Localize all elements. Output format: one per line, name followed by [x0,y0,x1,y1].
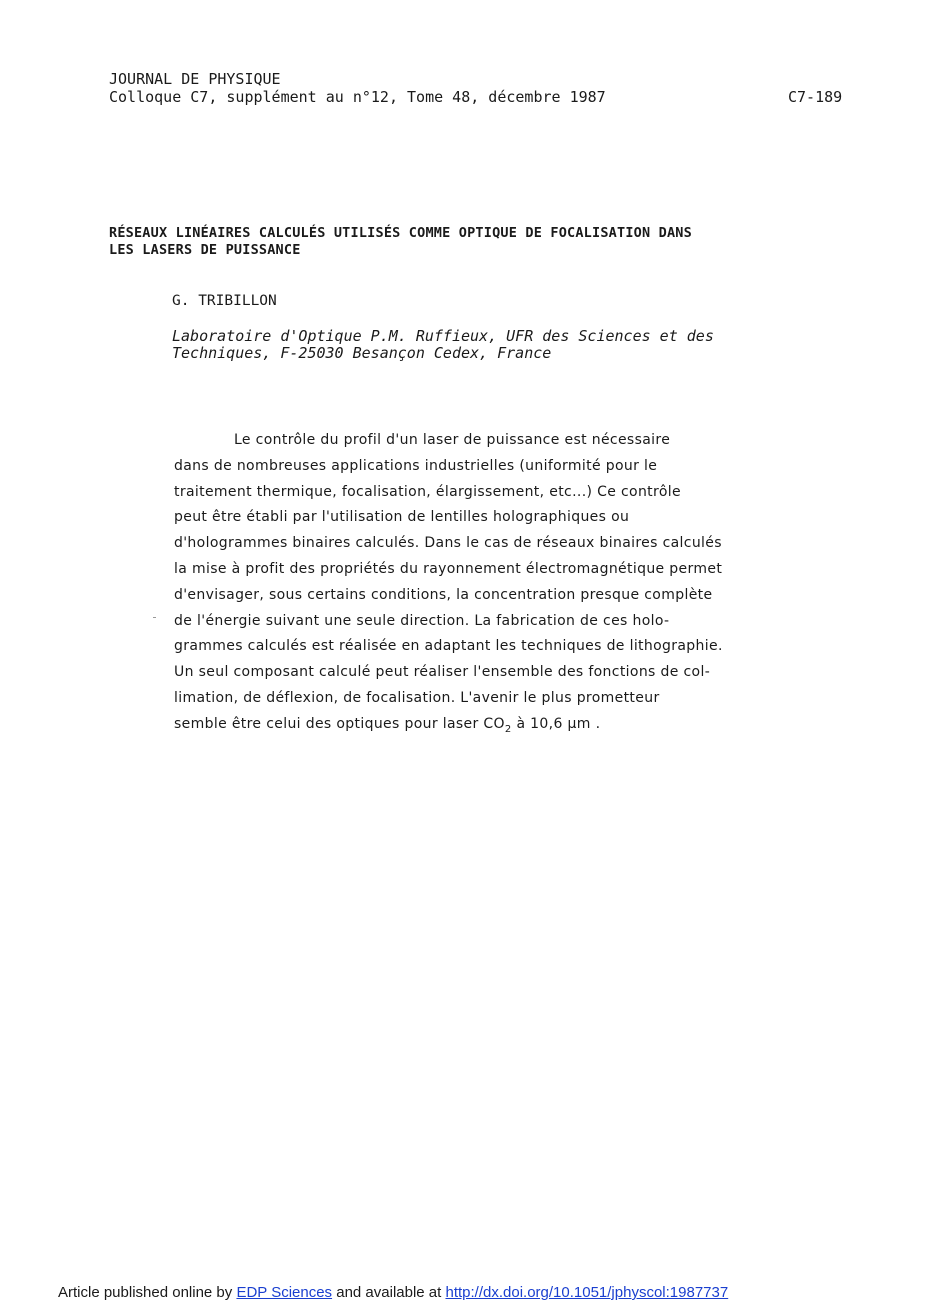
abstract-last-line [174,712,723,738]
abstract-line: Un seul composant calculé peut réaliser l'ensemble des fonctions de col- [174,664,711,681]
page-number: C7-189 [788,88,843,106]
abstract-line: limation, de déflexion, de focalisation. L'avenir le plus prometteur [174,689,660,706]
article-title [109,225,869,259]
abstract-line: dans de nombreuses applications industrielles (uniformité pour le [174,457,658,474]
abstract-line: d'hologrammes binaires calculés. Dans le cas de réseaux binaires calculés [174,535,722,552]
abstract-line: grammes calculés est réalisée en adaptant les techniques de lithographie. [174,638,723,655]
issue-info: Colloque C7, supplément au n°12, Tome 48, décembre 1987 [109,88,606,106]
footer-middle: and available at [332,1284,446,1301]
affiliation-line: Techniques, F-25030 Besançon Cedex, France [172,344,552,362]
abstract-line: de l'énergie suivant une seule direction. La fabrication de ces holo- [174,612,670,629]
footer-prefix: Article published online by [58,1284,237,1301]
co2-subscript: 2 [504,723,512,735]
affiliation-line: Laboratoire d'Optique P.M. Ruffieux, UFR des Sciences et des [172,327,714,345]
abstract-line: la mise à profit des propriétés du rayonnement électromagnétique permet [174,560,723,577]
abstract-line: d'envisager, sous certains conditions, la concentration presque complète [174,586,713,603]
abstract-line: Le contrôle du profil d'un laser de puissance est nécessaire [234,432,671,448]
journal-name: JOURNAL DE PHYSIQUE [109,70,281,88]
abstract [174,428,723,738]
margin-mark [153,617,156,618]
title-line: LES LASERS DE PUISSANCE [109,242,301,258]
edp-sciences-link[interactable]: EDP Sciences [236,1284,333,1301]
abstract-last-text: semble être celui des optiques pour laser CO [174,715,505,732]
abstract-last-tail: à 10,6 µm . [511,715,601,732]
publication-footer [58,1284,728,1302]
abstract-line: traitement thermique, focalisation, élargissement, etc...) Ce contrôle [174,483,681,500]
doi-link[interactable]: http://dx.doi.org/10.1051/jphyscol:1987737 [445,1284,729,1301]
author-affiliation [172,328,714,362]
abstract-line: peut être établi par l'utilisation de lentilles holographiques ou [174,509,630,526]
title-line: RÉSEAUX LINÉAIRES CALCULÉS UTILISÉS COMME OPTIQUE DE FOCALISATION DANS [109,225,692,241]
author-name: G. TRIBILLON [172,293,277,309]
